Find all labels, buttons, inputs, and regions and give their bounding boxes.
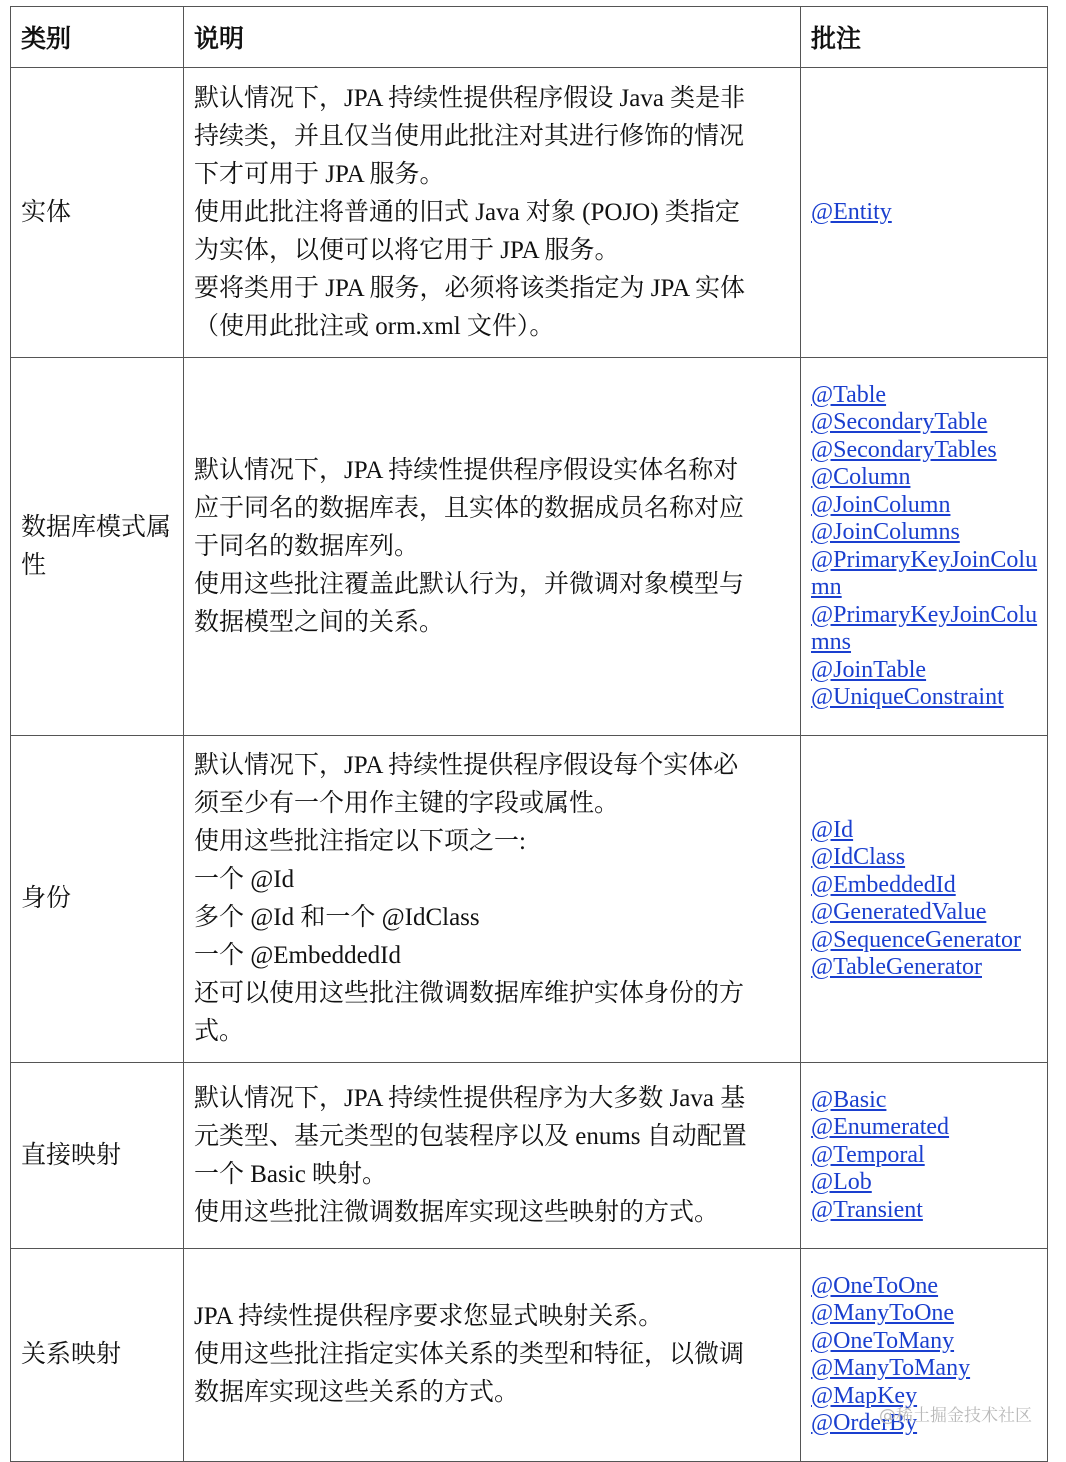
annotation-link[interactable]: @GeneratedValue — [811, 899, 987, 925]
description-cell — [184, 68, 801, 358]
annotation-link[interactable]: @EmbeddedId — [811, 871, 956, 898]
annotation-links-cell — [801, 1063, 1048, 1249]
annotation-link[interactable]: @Temporal — [811, 1141, 925, 1168]
header-category: 类别 — [11, 7, 184, 68]
description-line: 使用此批注将普通的旧式 Java 对象 (POJO) 类指定 — [194, 198, 740, 226]
description-line: 数据库实现这些关系的方式。 — [194, 1379, 520, 1406]
category-cell: 实体 — [11, 68, 184, 358]
description-line: 还可以使用这些批注微调数据库维护实体身份的方 — [194, 980, 745, 1007]
annotation-link[interactable]: @TableGenerator — [811, 954, 982, 980]
table-row — [11, 1249, 1048, 1462]
description-line: 一个 Basic 映射。 — [194, 1160, 388, 1188]
description-cell — [184, 1249, 801, 1462]
description-line: 须至少有一个用作主键的字段或属性。 — [194, 790, 620, 817]
annotation-link[interactable]: @Column — [811, 464, 911, 490]
description-cell — [184, 736, 801, 1063]
annotation-link[interactable]: @Entity — [811, 198, 892, 225]
category-cell: 直接映射 — [11, 1063, 184, 1249]
description-line: JPA 持续性提供程序要求您显式映射关系。 — [194, 1303, 664, 1330]
annotation-link[interactable]: @Basic — [811, 1086, 887, 1113]
description-line: 式。 — [194, 1018, 245, 1045]
annotation-link[interactable]: @ManyToOne — [811, 1300, 955, 1326]
table-header-row — [11, 7, 1048, 68]
annotation-links-cell — [801, 68, 1048, 358]
description-line: 要将类用于 JPA 服务，必须将该类指定为 JPA 实体 — [194, 274, 746, 302]
description-cell — [184, 1063, 801, 1249]
table-row — [11, 1063, 1048, 1249]
annotation-link[interactable]: @Table — [811, 381, 887, 408]
annotation-link[interactable]: @MapKey — [811, 1382, 918, 1409]
annotation-link[interactable]: @JoinColumns — [811, 519, 960, 545]
annotation-link[interactable]: @Lob — [811, 1169, 872, 1196]
annotation-links-cell — [801, 358, 1048, 736]
description-line: 多个 @Id 和一个 @IdClass — [194, 904, 480, 931]
description-line: 元类型、基元类型的包装程序以及 enums 自动配置 — [194, 1122, 747, 1150]
description-line: 使用这些批注覆盖此默认行为，并微调对象模型与 — [194, 570, 745, 598]
description-line: 默认情况下，JPA 持续性提供程序假设 Java 类是非 — [194, 84, 746, 112]
table-row — [11, 736, 1048, 1063]
watermark: @稀土掘金技术社区 — [879, 1406, 1032, 1426]
annotations-table — [10, 6, 1048, 1462]
annotation-link[interactable]: @ManyToMany — [811, 1355, 971, 1381]
description-line: 应于同名的数据库表，且实体的数据成员名称对应 — [194, 494, 745, 522]
description-line: 默认情况下，JPA 持续性提供程序假设每个实体必 — [194, 752, 739, 779]
description-line: 一个 @Id — [194, 866, 295, 893]
annotation-links-cell — [801, 736, 1048, 1063]
annotation-link[interactable]: @SequenceGenerator — [811, 926, 1021, 953]
annotation-link[interactable]: @IdClass — [811, 844, 906, 870]
description-line: 数据模型之间的关系。 — [194, 608, 445, 636]
annotation-link[interactable]: @Id — [811, 816, 854, 843]
table-row — [11, 68, 1048, 358]
annotation-links-cell — [801, 1249, 1048, 1462]
category-cell: 身份 — [11, 736, 184, 1063]
description-line: 持续类，并且仅当使用此批注对其进行修饰的情况 — [194, 122, 745, 150]
description-line: 为实体，以便可以将它用于 JPA 服务。 — [194, 236, 620, 264]
header-notes: 批注 — [801, 7, 1048, 68]
annotation-link[interactable]: @SecondaryTable — [811, 409, 988, 435]
description-line: （使用此批注或 orm.xml 文件）。 — [194, 312, 555, 340]
annotation-link[interactable]: @JoinColumn — [811, 491, 951, 518]
description-line: 于同名的数据库列。 — [194, 532, 420, 560]
table-row — [11, 358, 1048, 736]
description-line: 使用这些批注微调数据库实现这些映射的方式。 — [194, 1198, 720, 1226]
category-cell: 数据库模式属性 — [11, 358, 184, 736]
description-line: 默认情况下，JPA 持续性提供程序为大多数 Java 基 — [194, 1084, 746, 1112]
annotation-link[interactable]: @UniqueConstraint — [811, 684, 1004, 710]
category-cell: 关系映射 — [11, 1249, 184, 1462]
annotation-link[interactable]: @PrimaryKeyJoinColumns — [811, 601, 1038, 655]
annotation-link[interactable]: @SecondaryTables — [811, 436, 997, 463]
description-line: 下才可用于 JPA 服务。 — [194, 160, 445, 188]
description-line: 使用这些批注指定实体关系的类型和特征，以微调 — [194, 1341, 745, 1368]
annotation-link[interactable]: @OneToMany — [811, 1327, 955, 1354]
annotation-link[interactable]: @OneToOne — [811, 1272, 939, 1299]
header-description: 说明 — [184, 7, 801, 68]
description-cell — [184, 358, 801, 736]
description-line: 一个 @EmbeddedId — [194, 942, 402, 969]
annotation-link[interactable]: @Transient — [811, 1196, 923, 1223]
description-line: 默认情况下，JPA 持续性提供程序假设实体名称对 — [194, 456, 739, 484]
annotation-link[interactable]: @Enumerated — [811, 1114, 950, 1141]
annotation-link[interactable]: @OrderBy — [811, 1410, 918, 1436]
annotation-link[interactable]: @JoinTable — [811, 656, 927, 683]
description-line: 使用这些批注指定以下项之一: — [194, 828, 526, 855]
annotation-link[interactable]: @PrimaryKeyJoinColumn — [811, 546, 1038, 600]
